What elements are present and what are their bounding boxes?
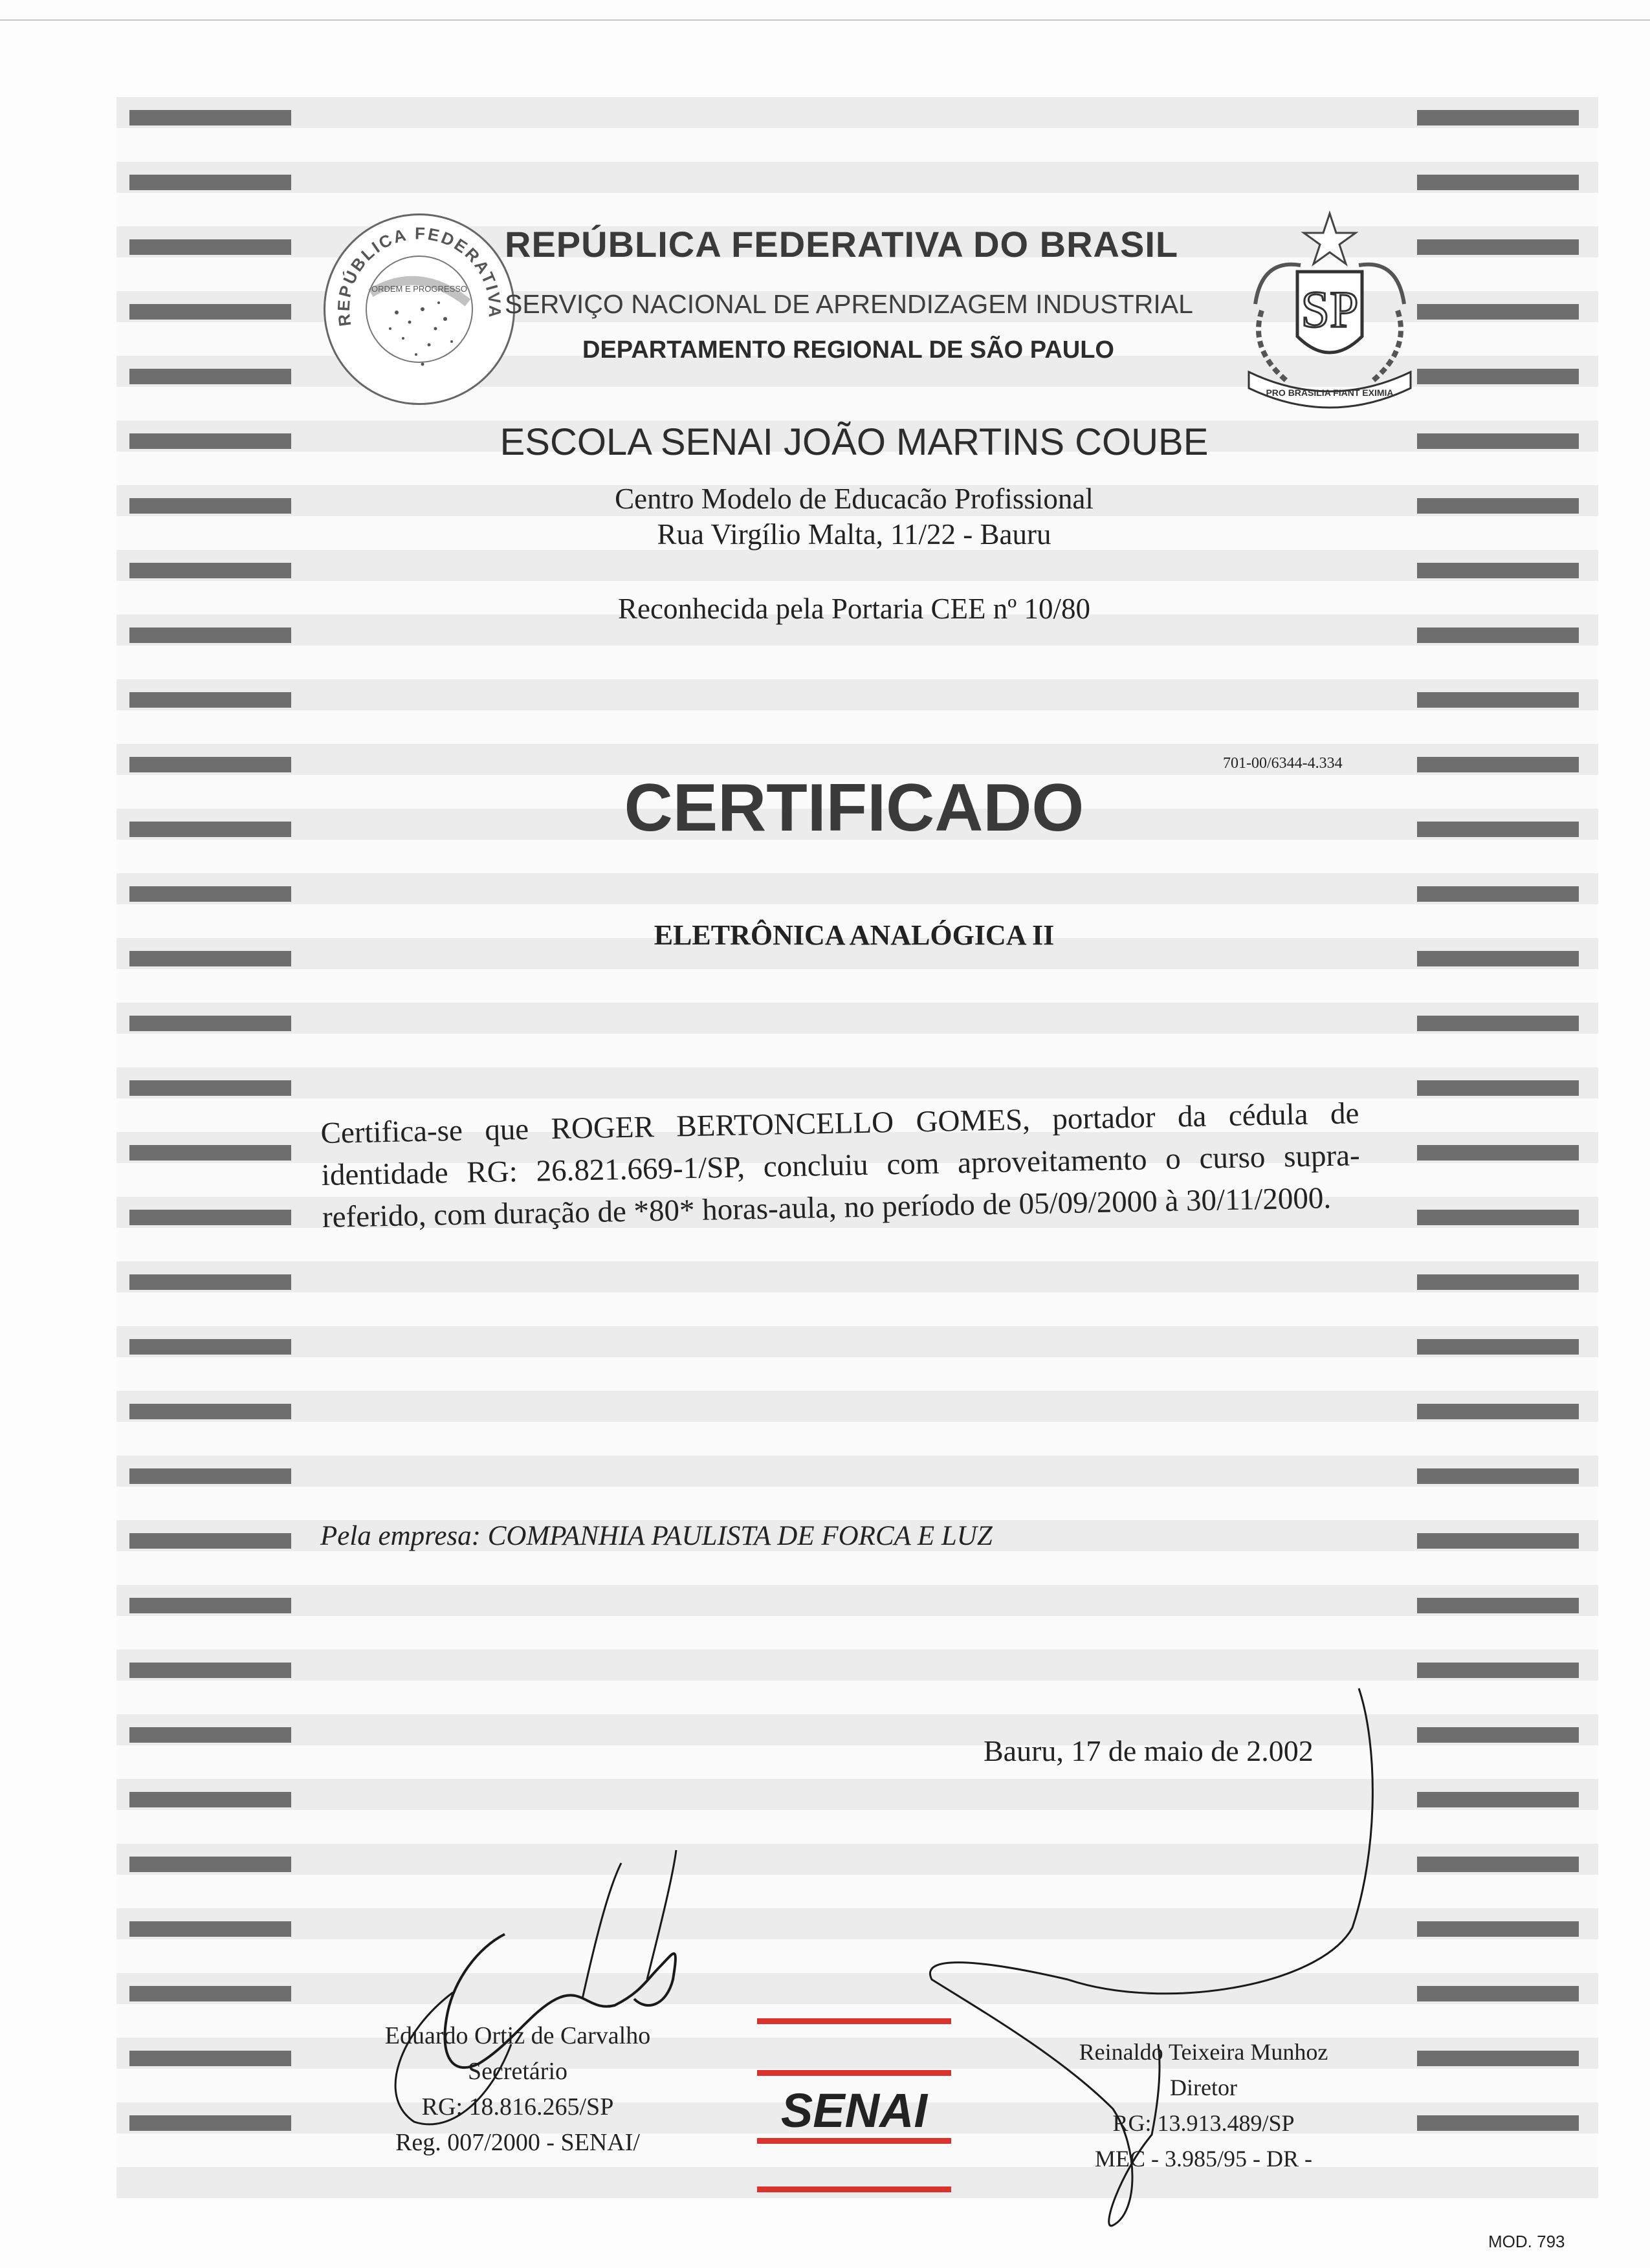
signatory-director bbox=[1035, 2034, 1372, 2177]
stripe-bar bbox=[1417, 1857, 1579, 1872]
brazil-national-seal bbox=[324, 213, 515, 405]
stripe-bar bbox=[1417, 627, 1579, 643]
place-and-date: Bauru, 17 de maio de 2.002 bbox=[984, 1734, 1314, 1767]
stripe-bar bbox=[1417, 1727, 1579, 1743]
republic-heading: REPÚBLICA FEDERATIVA DO BRASIL bbox=[505, 224, 1179, 265]
senai-logo bbox=[757, 2018, 951, 2193]
stripe-bar bbox=[129, 1274, 291, 1290]
stripe-bar bbox=[1417, 1663, 1579, 1678]
secretary-name: Eduardo Ortiz de Carvalho bbox=[384, 2022, 651, 2049]
stripe-bar bbox=[129, 822, 291, 837]
stripe-bar bbox=[1417, 1339, 1579, 1355]
stripe-bar bbox=[129, 563, 291, 578]
seal-icon bbox=[325, 215, 513, 403]
stripe-bar bbox=[1417, 1210, 1579, 1225]
logo-text: SENAI bbox=[780, 2084, 928, 2137]
sao-paulo-coat-of-arms-icon bbox=[1236, 207, 1424, 414]
director-role: Diretor bbox=[1170, 2075, 1237, 2100]
scan-edge-line bbox=[0, 19, 1650, 21]
stripe-bar bbox=[129, 1598, 291, 1613]
logo-red-rule bbox=[757, 2138, 951, 2144]
stripe-bar bbox=[129, 1468, 291, 1484]
stripe-bar bbox=[1417, 951, 1579, 966]
director-registration: MEC - 3.985/95 - DR - bbox=[1095, 2146, 1312, 2172]
stripe-bar bbox=[129, 1857, 291, 1872]
stripe-bar bbox=[1417, 886, 1579, 902]
course-name: ELETRÔNICA ANALÓGICA II bbox=[654, 919, 1055, 951]
stripe-bar bbox=[129, 951, 291, 966]
stripe-bar bbox=[129, 1339, 291, 1355]
certificate-title: CERTIFICADO bbox=[624, 770, 1084, 845]
stripe-bar bbox=[1417, 1921, 1579, 1937]
stripe-bar bbox=[129, 239, 291, 255]
left-stripe-border bbox=[129, 97, 304, 2199]
logo-red-rule bbox=[757, 2186, 951, 2192]
stripe-bar bbox=[1417, 304, 1579, 320]
form-code: MOD. 793 bbox=[1488, 2232, 1565, 2251]
secretary-role: Secretário bbox=[467, 2058, 568, 2085]
stripe-bar bbox=[1417, 1792, 1579, 1807]
stripe-bar bbox=[1417, 563, 1579, 578]
stripe-bar bbox=[129, 627, 291, 643]
right-stripe-border bbox=[1417, 97, 1592, 2199]
stripe-bar bbox=[129, 1080, 291, 1096]
stripe-bar bbox=[1417, 498, 1579, 514]
school-name: ESCOLA SENAI JOÃO MARTINS COUBE bbox=[500, 421, 1209, 463]
stripe-bar bbox=[129, 692, 291, 708]
stripe-bar bbox=[1417, 1274, 1579, 1290]
stripe-bar bbox=[129, 1727, 291, 1743]
stripe-bar bbox=[1417, 1468, 1579, 1484]
logo-red-rule bbox=[757, 2070, 951, 2076]
secretary-registration: Reg. 007/2000 - SENAI/ bbox=[395, 2129, 640, 2156]
director-name: Reinaldo Teixeira Munhoz bbox=[1079, 2039, 1328, 2065]
stripe-bar bbox=[1417, 1145, 1579, 1161]
stripe-bar bbox=[1417, 175, 1579, 190]
school-center: Centro Modelo de Educacão Profissional bbox=[615, 483, 1094, 515]
stripe-bar bbox=[1417, 1986, 1579, 2001]
stripe-bar bbox=[129, 2115, 291, 2131]
stripe-bar bbox=[1417, 1533, 1579, 1549]
stripe-bar bbox=[1417, 110, 1579, 125]
coat-motto: PRO BRASILIA FIANT EXIMIA bbox=[1266, 387, 1394, 398]
stripe-bar bbox=[1417, 1016, 1579, 1031]
stripe-bar bbox=[129, 1016, 291, 1031]
stripe-bar bbox=[1417, 692, 1579, 708]
certificate-body: Certifica-se que ROGER BERTONCELLO GOMES, portador da cédula de identidade RG: 26.821.669-1/SP, concluiu com aproveitamento o curso supra-referido, com duração de *80* horas-aula, no período de 05/09/2000 à 30/11/2000. bbox=[320, 1096, 1361, 1234]
stripe-bar bbox=[1417, 2051, 1579, 2066]
logo-red-rule bbox=[757, 2018, 951, 2024]
secretary-rg: RG: 18.816.265/SP bbox=[421, 2093, 614, 2121]
stripe-bar bbox=[129, 304, 291, 320]
school-recognition: Reconhecida pela Portaria CEE nº 10/80 bbox=[618, 593, 1090, 625]
stripe-bar bbox=[1417, 822, 1579, 837]
stripe-bar bbox=[129, 757, 291, 772]
stripe-bar bbox=[129, 1986, 291, 2001]
stripe-bar bbox=[129, 1404, 291, 1419]
signatory-secretary bbox=[336, 2018, 699, 2161]
stripe-bar bbox=[1417, 1080, 1579, 1096]
stripe-bar bbox=[129, 1921, 291, 1937]
seal-ring-text: REPÚBLICA FEDERATIVA bbox=[333, 223, 505, 328]
stripe-bar bbox=[1417, 369, 1579, 384]
stripe-bar bbox=[129, 175, 291, 190]
director-rg: RG: 13.913.489/SP bbox=[1112, 2110, 1295, 2136]
seal-motto: ORDEM E PROGRESSO bbox=[371, 284, 468, 294]
stripe-bar bbox=[129, 2051, 291, 2066]
stripe-bar bbox=[129, 886, 291, 902]
stripe-bar bbox=[129, 433, 291, 449]
stripe-bar bbox=[1417, 757, 1579, 772]
stripe-bar bbox=[1417, 433, 1579, 449]
stripe-bar bbox=[129, 1792, 291, 1807]
stripe-bar bbox=[1417, 1404, 1579, 1419]
stripe-bar bbox=[1417, 2115, 1579, 2131]
department-heading: DEPARTAMENTO REGIONAL DE SÃO PAULO bbox=[582, 336, 1114, 364]
institution-heading: SERVIÇO NACIONAL DE APRENDIZAGEM INDUSTRIAL bbox=[505, 289, 1193, 319]
school-address: Rua Virgílio Malta, 11/22 - Bauru bbox=[657, 518, 1051, 551]
stripe-bar bbox=[129, 1533, 291, 1549]
stripe-bar bbox=[129, 110, 291, 125]
stripe-bar bbox=[129, 369, 291, 384]
coat-letters: SP bbox=[1301, 281, 1359, 338]
stripe-bar bbox=[1417, 239, 1579, 255]
company-line: Pela empresa: COMPANHIA PAULISTA DE FORCA E LUZ bbox=[320, 1521, 993, 1551]
stripe-bar bbox=[1417, 1598, 1579, 1613]
document-number: 701-00/6344-4.334 bbox=[1223, 755, 1343, 772]
stripe-bar bbox=[129, 1663, 291, 1678]
stripe-bar bbox=[129, 1210, 291, 1225]
stripe-bar bbox=[129, 1145, 291, 1161]
stripe-bar bbox=[129, 498, 291, 514]
